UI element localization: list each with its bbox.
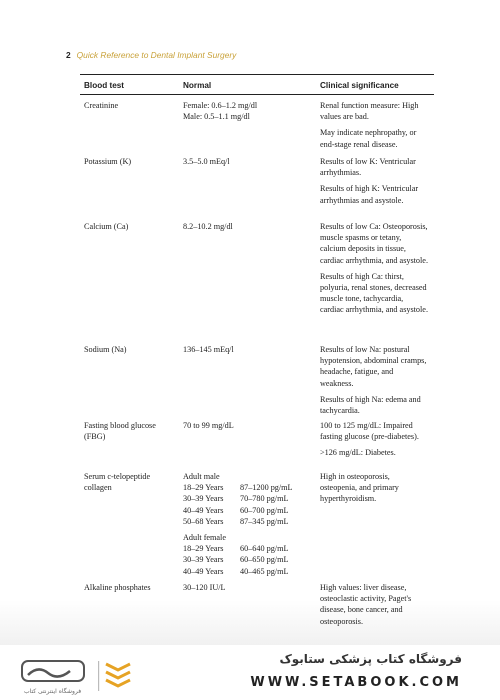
row-calcium-test: Calcium (Ca) [84, 222, 129, 231]
running-header [66, 50, 236, 60]
row-fbg-normal: 70 to 99 mg/dL [183, 421, 234, 430]
row-calcium-normal: 8.2–10.2 mg/dl [183, 222, 233, 231]
row-potassium-normal: 3.5–5.0 mEq/l [183, 157, 230, 166]
table-header-rule [80, 94, 434, 95]
row-alp-significance: High values: liver disease, osteoclastic activity, Paget's disease, bone cancer, and osteoporosis. [320, 583, 412, 626]
row-fbg-test: Fasting blood glucose (FBG) [84, 421, 156, 442]
row-sodium-significance: Results of low Na: postural hypotension, abdominal cramps, headache, fatigue, and weakness. Results of high Na: edema and tachycardia. [320, 345, 427, 416]
row-alp-test: Alkaline phosphates [84, 583, 151, 592]
page-number: 2 [66, 50, 71, 60]
book-title: Quick Reference to Dental Implant Surgery [76, 50, 237, 60]
row-potassium-test: Potassium (K) [84, 157, 132, 166]
header-normal: Normal [183, 81, 212, 90]
brand-url[interactable]: WWW.SETABOOK.COM [250, 675, 462, 690]
row-creatinine-normal: Female: 0.6–1.2 mg/dl Male: 0.5–1.1 mg/dl [183, 101, 258, 122]
header-clinical-significance: Clinical significance [320, 81, 399, 90]
row-creatinine-significance: Renal function measure: High values are bad. May indicate nephropathy, or end-stage renal disease. [320, 101, 419, 149]
row-sodium-normal: 136–145 mEq/l [183, 345, 234, 354]
row-creatinine-test: Creatinine [84, 101, 119, 110]
row-alp-normal: 30–120 IU/L [183, 583, 226, 592]
table-top-rule [80, 74, 434, 75]
brand-name: فروشگاه کتاب پزشکی ستابوک [279, 652, 462, 666]
row-fbg-significance: 100 to 125 mg/dL: Impaired fasting glucose (pre-diabetes). >126 mg/dL: Diabetes. [320, 421, 419, 458]
header-blood-test: Blood test [84, 81, 125, 90]
logo-caption: فروشگاه اینترنتی کتاب [24, 688, 82, 695]
row-ctx-normal: Adult male 18–29 Years 87–1200 pg/mL 30–39 Years 70–780 pg/mL 40–49 Years 60–700 pg/mL 50–68 Years 87–345 pg/mL Adult female 18–29 Years 60–640 pg/mL 30–39 Years 60–650 pg/mL 40–49 Years 40–465 pg/mL [183, 472, 293, 576]
row-ctx-test: Serum c-telopeptide collagen [84, 472, 151, 493]
row-sodium-test: Sodium (Na) [84, 345, 127, 354]
row-potassium-significance: Results of low K: Ventricular arrhythmias. Results of high K: Ventricular arrhythmias and asystole. [320, 157, 419, 205]
row-calcium-significance: Results of low Ca: Osteoporosis, muscle spasms or tetany, calcium deposits in tissue, cardiac arrhythmia, and asystole. Results of high Ca: thirst, polyuria, renal stones, decreased muscle tone, tachycardia, cardiac arrhythmia, and asystole. [320, 222, 428, 315]
row-ctx-significance: High in osteoporosis, osteopenia, and primary hyperthyroidism. [320, 472, 399, 504]
